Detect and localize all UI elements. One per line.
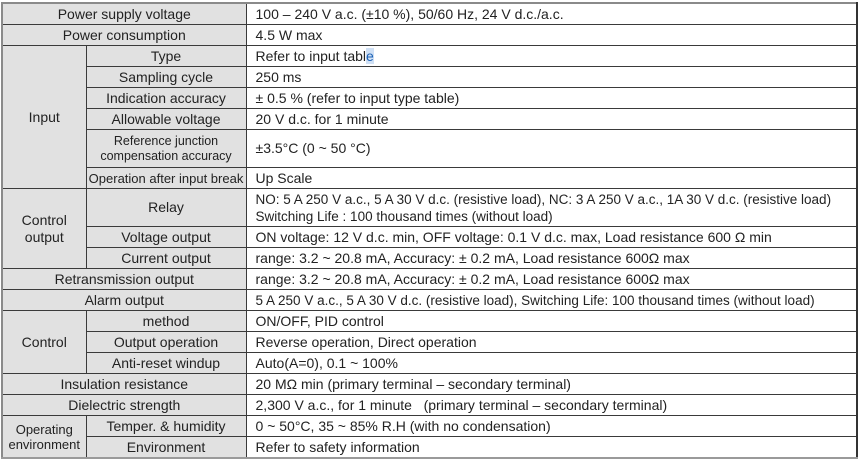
table-row xyxy=(2,416,857,437)
group-line: Control xyxy=(21,211,67,228)
table-row xyxy=(2,67,857,88)
row-label-operation-after-input-break: Operation after input break xyxy=(86,168,246,189)
group-line: output xyxy=(24,228,64,245)
row-value-voltage-output: ON voltage: 12 V d.c. min, OFF voltage: 0.1 V d.c. max, Load resistance 600 Ω min xyxy=(246,227,857,248)
row-value-retransmission-output: range: 3.2 ~ 20.8 mA, Accuracy: ± 0.2 mA, Load resistance 600Ω max xyxy=(246,269,857,290)
row-value-current-output: range: 3.2 ~ 20.8 mA, Accuracy: ± 0.2 mA, Load resistance 600Ω max xyxy=(246,248,857,269)
table-row xyxy=(2,269,857,290)
row-label-relay: Relay xyxy=(86,189,246,227)
row-value-allowable-voltage: 20 V d.c. for 1 minute xyxy=(246,109,857,130)
row-value-insulation-resistance: 20 MΩ min (primary terminal – secondary terminal) xyxy=(246,374,857,395)
type-value-text: Refer to input tabl xyxy=(255,47,367,64)
row-label-indication-accuracy: Indication accuracy xyxy=(86,88,246,109)
table-row xyxy=(2,46,857,67)
table-row xyxy=(2,88,857,109)
row-value-operation-after-input-break: Up Scale xyxy=(246,168,857,189)
row-value-power-consumption: 4.5 W max xyxy=(246,25,857,46)
row-label-allowable-voltage: Allowable voltage xyxy=(86,109,246,130)
table-row xyxy=(2,168,857,189)
row-value-sampling-cycle: 250 ms xyxy=(246,67,857,88)
table-row xyxy=(2,374,857,395)
table-row xyxy=(2,130,857,168)
table-row xyxy=(2,109,857,130)
row-label-current-output: Current output xyxy=(86,248,246,269)
row-value-type xyxy=(246,46,857,67)
group-label-control: Control xyxy=(2,311,86,374)
row-value-environment: Refer to safety information xyxy=(246,437,857,459)
spec-table xyxy=(1,2,858,459)
row-value-indication-accuracy: ± 0.5 % (refer to input type table) xyxy=(246,88,857,109)
row-label-type: Type xyxy=(86,46,246,67)
row-label-dielectric-strength: Dielectric strength xyxy=(2,395,246,416)
row-value-relay xyxy=(246,189,857,227)
table-row xyxy=(2,25,857,46)
table-row xyxy=(2,332,857,353)
value-line: NO: 5 A 250 V a.c., 5 A 30 V d.c. (resistive load), NC: 3 A 250 V a.c., 1A 30 V d.c. (resistive load) xyxy=(255,191,832,207)
row-label-alarm-output: Alarm output xyxy=(2,290,246,311)
row-label-environment: Environment xyxy=(86,437,246,459)
table-row xyxy=(2,437,857,459)
label-line: compensation accuracy xyxy=(100,148,232,163)
table-row xyxy=(2,189,857,227)
row-label-anti-reset-windup: Anti-reset windup xyxy=(86,353,246,374)
row-value-temper-humidity: 0 ~ 50°C, 35 ~ 85% R.H (with no condensation) xyxy=(246,416,857,437)
value-line: Switching Life : 100 thousand times (without load) xyxy=(255,208,553,224)
row-label-power-consumption: Power consumption xyxy=(2,25,246,46)
row-label-output-operation: Output operation xyxy=(86,332,246,353)
table-row xyxy=(2,353,857,374)
table-row xyxy=(2,395,857,416)
table-row xyxy=(2,3,857,25)
row-value-output-operation: Reverse operation, Direct operation xyxy=(246,332,857,353)
row-label-power-supply-voltage: Power supply voltage xyxy=(2,3,246,25)
row-value-power-supply-voltage: 100 – 240 V a.c. (±10 %), 50/60 Hz, 24 V d.c./a.c. xyxy=(246,3,857,25)
row-label-retransmission-output: Retransmission output xyxy=(2,269,246,290)
table-row xyxy=(2,290,857,311)
row-label-voltage-output: Voltage output xyxy=(86,227,246,248)
group-line: environment xyxy=(8,436,81,452)
group-label-control-output xyxy=(2,189,86,269)
row-value-reference-junction-compensation-accuracy: ±3.5°C (0 ~ 50 °C) xyxy=(246,130,857,168)
group-line: Operating xyxy=(15,421,73,437)
row-value-alarm-output: 5 A 250 V a.c., 5 A 30 V d.c. (resistive load), Switching Life: 100 thousand times (without load) xyxy=(246,290,857,311)
label-line: Reference junction xyxy=(113,133,219,148)
row-value-method: ON/OFF, PID control xyxy=(246,311,857,332)
row-label-method: method xyxy=(86,311,246,332)
row-label-sampling-cycle: Sampling cycle xyxy=(86,67,246,88)
row-label-reference-junction-compensation-accuracy xyxy=(86,130,246,168)
row-label-temper-humidity: Temper. & humidity xyxy=(86,416,246,437)
text-selection-highlight: e xyxy=(366,47,374,64)
row-label-insulation-resistance: Insulation resistance xyxy=(2,374,246,395)
row-value-anti-reset-windup: Auto(A=0), 0.1 ~ 100% xyxy=(246,353,857,374)
table-row xyxy=(2,311,857,332)
table-row xyxy=(2,248,857,269)
table-row xyxy=(2,227,857,248)
row-value-dielectric-strength: 2,300 V a.c., for 1 minute (primary terminal – secondary terminal) xyxy=(246,395,857,416)
group-label-operating-environment xyxy=(2,416,86,459)
group-label-input: Input xyxy=(2,46,86,189)
